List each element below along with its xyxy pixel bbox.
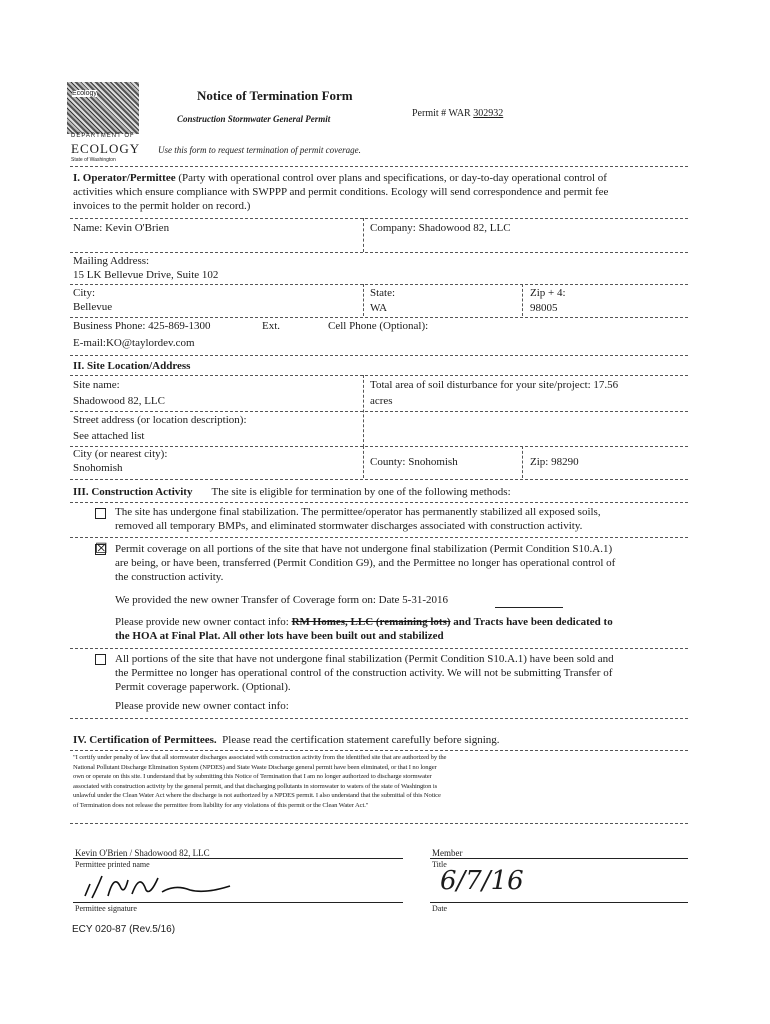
section3-heading-row (73, 486, 511, 498)
state-value: WA (370, 302, 388, 314)
cert-line: of Termination does not release the permittee from liability for any violations of this permit or the Clean Water Act." (73, 801, 369, 809)
divider (363, 284, 364, 316)
site-name-label: Site name: (73, 379, 120, 391)
option2-contact-note: and Tracts have been dedicated to (453, 616, 613, 628)
checkbox-mark-icon: ☒ (95, 542, 108, 557)
form-subtitle: Construction Stormwater General Permit (177, 114, 331, 124)
date-line (430, 902, 688, 903)
option2-line3: the construction activity. (115, 571, 224, 583)
option1-line2: removed all temporary BMPs, and eliminated stormwater discharges associated with construction activity. (115, 520, 583, 532)
section1-desc-line1: (Party with operational control over plans and specifications, or day-to-day operational control of (178, 172, 607, 184)
option2-checkbox-checked[interactable] (95, 544, 106, 555)
county: County: Snohomish (370, 456, 458, 468)
email: E-mail:KO@taylordev.com (73, 337, 195, 349)
section2-heading: II. Site Location/Address (73, 360, 191, 372)
divider (70, 375, 688, 376)
option2-contact-note-cont: the HOA at Final Plat. All other lots have been built out and stabilized (115, 630, 444, 642)
cert-line: unlawful under the Clean Water Act where the discharge is not authorized by a NPDES permit. I also understand that the submittal of this Notice (73, 792, 441, 799)
site-city-value: Snohomish (73, 462, 123, 474)
permittee-name: Name: Kevin O'Brien (73, 222, 170, 234)
section1-desc-line3: invoices to the permit holder on record.) (73, 200, 251, 212)
zip-value: 98005 (530, 302, 558, 314)
permittee-signature-image (80, 866, 250, 906)
section4-heading-row (73, 734, 500, 746)
title-label: Title (432, 860, 447, 869)
section4-heading-note: Please read the certification statement carefully before signing. (222, 734, 500, 746)
date-underline (495, 607, 563, 608)
option2-contact-struck: RM Homes, LLC (remaining lots) (291, 616, 451, 628)
city-value: Bellevue (73, 301, 113, 313)
permit-label: Permit # WAR (412, 108, 471, 119)
department-label: DEPARTMENT OF (71, 133, 135, 139)
title-line (430, 858, 688, 859)
site-city-label: City (or nearest city): (73, 448, 168, 460)
ecology-wordmark: ECOLOGY (71, 141, 141, 156)
form-number: ECY 020-87 (Rev.5/16) (72, 924, 176, 935)
divider (70, 537, 688, 538)
section1-description (73, 171, 685, 213)
section1-desc-line2: activities which ensure compliance with SWPPP and permit conditions. Ecology will send correspondence and permit fee (73, 186, 609, 198)
divider (70, 446, 688, 447)
option3-line1: All portions of the site that have not undergone final stabilization (Permit Condition S10.A.1) have been sold and (115, 653, 614, 665)
state-label-field: State: (370, 287, 396, 299)
signature-date-value: 6/7/16 (440, 866, 524, 896)
option2-text (115, 542, 685, 584)
business-phone: Business Phone: 425-869-1300 (73, 320, 211, 332)
section3-heading: III. Construction Activity (73, 486, 193, 498)
divider (70, 648, 688, 649)
divider (522, 284, 523, 316)
soil-disturbance-area: Total area of soil disturbance for your site/project: 17.56 (370, 379, 619, 391)
permit-number-value: 302932 (473, 108, 504, 119)
form-title: Notice of Termination Form (197, 88, 353, 103)
site-zip: Zip: 98290 (530, 456, 579, 468)
mailing-label: Mailing Address: (73, 255, 150, 267)
printed-name-line (73, 858, 403, 859)
signature-line (73, 902, 403, 903)
permit-number (412, 108, 503, 119)
street-value: See attached list (73, 430, 145, 442)
divider (363, 218, 364, 252)
divider (70, 355, 688, 356)
divider (70, 411, 688, 412)
section1-heading: I. Operator/Permittee (73, 172, 176, 184)
logo-label: Ecology (72, 90, 97, 97)
divider (70, 284, 688, 285)
divider (70, 823, 688, 824)
section3-heading-note: The site is eligible for termination by one of the following methods: (211, 486, 511, 498)
divider (70, 718, 688, 719)
option1-checkbox[interactable] (95, 508, 106, 519)
phone-ext: Ext. (262, 320, 281, 332)
form-instruction: Use this form to request termination of permit coverage. (158, 145, 361, 155)
divider (70, 750, 688, 751)
divider (70, 252, 688, 253)
option3-line3: Permit coverage paperwork. (Optional). (115, 681, 291, 693)
section4-heading: IV. Certification of Permittees. (73, 734, 217, 746)
cert-line: "I certify under penalty of law that all stormwater discharges associated with construction activity from the identified site that are authorized by the (73, 754, 447, 761)
option1-text (115, 505, 685, 533)
option3-text (115, 652, 685, 694)
certification-statement (73, 753, 685, 810)
title-value: Member (432, 848, 463, 858)
printed-name-label: Permittee printed name (75, 860, 150, 869)
signature-label: Permittee signature (75, 904, 137, 913)
permittee-company: Company: Shadowood 82, LLC (370, 222, 511, 234)
street-label: Street address (or location description): (73, 414, 247, 426)
option1-line1: The site has undergone final stabilization. The permittee/operator has permanently stabilized all exposed soils, (115, 506, 601, 518)
city-label: City: (73, 287, 96, 299)
option2-contact-label: Please provide new owner contact info: (115, 616, 289, 628)
cell-phone: Cell Phone (Optional): (328, 320, 429, 332)
header-divider (70, 166, 688, 167)
site-name-value: Shadowood 82, LLC (73, 395, 165, 407)
option3-line2: the Permittee no longer has operational control of the construction activity. We will not be submitting Transfer of (115, 667, 613, 679)
area-unit: acres (370, 395, 393, 407)
mailing-address: 15 LK Bellevue Drive, Suite 102 (73, 269, 219, 281)
printed-name-value: Kevin O'Brien / Shadowood 82, LLC (75, 848, 210, 858)
divider (70, 502, 688, 503)
transfer-of-coverage-date: We provided the new owner Transfer of Coverage form on: Date 5-31-2016 (115, 594, 448, 606)
divider (522, 446, 523, 478)
option2-line2: are being, or have been, transferred (Permit Condition G9), and the Permittee no longer has operational control of (115, 557, 616, 569)
date-label: Date (432, 904, 448, 913)
state-label: State of Washington (71, 157, 116, 163)
cert-line: own or operate on this site. I understand that by submitting this Notice of Termination that I am no longer authorized to discharge stormwater (73, 773, 432, 780)
divider (70, 218, 688, 219)
option3-checkbox[interactable] (95, 654, 106, 665)
divider (363, 446, 364, 478)
option2-line1: Permit coverage on all portions of the site that have not undergone final stabilization (Permit Condition S10.A.1) (115, 543, 613, 555)
option3-contact: Please provide new owner contact info: (115, 700, 289, 712)
divider (70, 479, 688, 480)
cert-line: National Pollutant Discharge Elimination System (NPDES) and State Waste Discharge general permit have been eliminated, or that I no longer (73, 763, 437, 771)
zip-label: Zip + 4: (530, 287, 566, 299)
divider (70, 317, 688, 318)
option2-contact-row (115, 616, 613, 628)
cert-line: associated with construction activity by the general permit, and that discharging pollutants in stormwater to waters of the state of Washington is (73, 782, 438, 790)
